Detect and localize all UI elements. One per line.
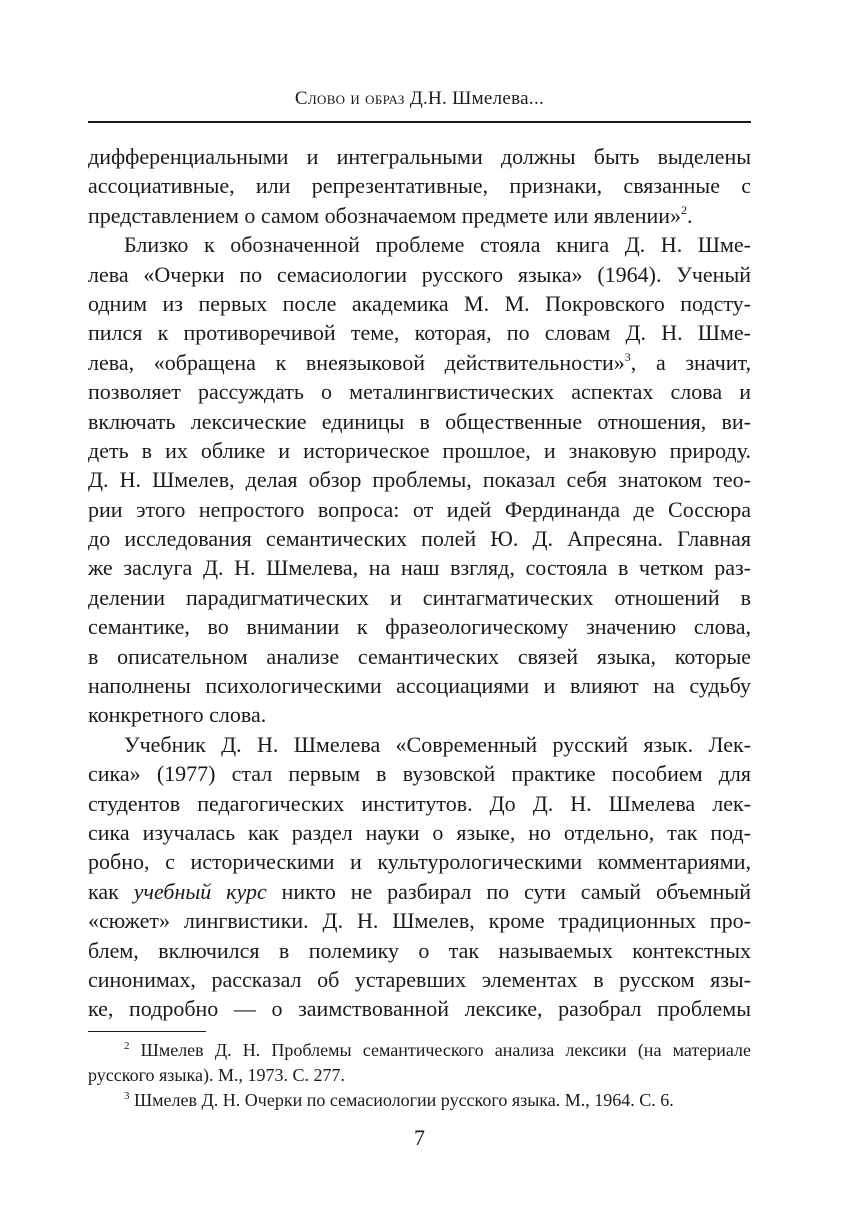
text-line (88, 994, 751, 1023)
line-text: наполнены психологическими ассоциациями и влияют на судьбу (88, 673, 751, 699)
footnotes (88, 1038, 751, 1113)
line-text: пился к противоречивой теме, которая, по словам Д. Н. Шме- (88, 320, 751, 346)
line-text: лева, «обращена к внеязыковой действительности» (88, 349, 625, 375)
text-line (88, 965, 751, 994)
text-line (88, 847, 751, 876)
text-line (88, 612, 751, 641)
text-line (88, 671, 751, 700)
footnote-reference: 3 (624, 349, 631, 364)
line-text: Учебник Д. Н. Шмелева «Современный русский язык. Лек- (124, 731, 751, 757)
footnote-rule (88, 1031, 206, 1032)
line-text-continued: . (687, 202, 693, 228)
line-text-continued: никто не разбирал по сути самый объемный (266, 878, 751, 904)
text-line (88, 700, 751, 729)
running-head-first: С (294, 88, 308, 109)
line-text: ке, подробно — о заимствованной лексике, разобрал проблемы (88, 996, 751, 1022)
line-text-continued: , а значит, (630, 349, 751, 375)
line-text: русского языка). М., 1973. С. 277. (88, 1065, 345, 1085)
footnote-reference: 2 (681, 202, 688, 217)
line-text: лева «Очерки по семасиологии русского языка» (1964). Ученый (88, 261, 751, 287)
text-line (88, 407, 751, 436)
text-line (88, 730, 751, 759)
text-line (88, 201, 751, 230)
line-text: Шмелев Д. Н. Очерки по семасиологии русского языка. М., 1964. С. 6. (129, 1090, 674, 1110)
line-text: «сюжет» лингвистики. Д. Н. Шмелев, кроме традиционных про- (88, 908, 751, 934)
text-line (88, 377, 751, 406)
text-line (88, 142, 751, 171)
line-text: сика изучалась как раздел науки о языке, но отдельно, так под- (88, 819, 751, 845)
text-line (88, 906, 751, 935)
line-text: в описательном анализе семантических связей языка, которые (88, 643, 751, 669)
line-text: семантике, во внимании к фразеологическому значению слова, (88, 614, 751, 640)
footnote-number: 3 (124, 1090, 130, 1102)
running-head-small-caps: лово и образ (307, 88, 405, 109)
text-line (88, 583, 751, 612)
line-text: представлением о самом обозначаемом предмете или явлении» (88, 202, 682, 228)
text-line (88, 260, 751, 289)
text-line (88, 524, 751, 553)
line-text: как (88, 878, 134, 904)
line-text: позволяет рассуждать о металингвистических аспектах слова и (88, 379, 751, 405)
text-line (88, 642, 751, 671)
line-text: конкретного слова. (88, 702, 267, 728)
line-text: одним из первых после академика М. М. Покровского подсту- (88, 290, 751, 316)
text-line (88, 553, 751, 582)
line-text: блем, включился в полемику о так называемых контекстных (88, 937, 751, 963)
text-line (88, 230, 751, 259)
text-line (88, 318, 751, 347)
text-line (88, 759, 751, 788)
footnote-number: 2 (124, 1040, 130, 1052)
line-text: сика» (1977) стал первым в вузовской практике пособием для (88, 761, 751, 787)
line-text: включать лексические единицы в общественные отношения, ви- (88, 408, 751, 434)
text-line (88, 436, 751, 465)
text-line (88, 936, 751, 965)
page-number: 7 (414, 1125, 425, 1150)
line-text: делении парадигматических и синтагматических отношений в (88, 584, 751, 610)
line-text: рии этого непростого вопроса: от идей Фердинанда де Соссюра (88, 496, 751, 522)
text-line (88, 495, 751, 524)
line-text: Близко к обозначенной проблеме стояла книга Д. Н. Шме- (124, 232, 751, 258)
text-line (88, 348, 751, 377)
line-text: ассоциативные, или репрезентативные, признаки, связанные с (88, 173, 751, 199)
text-line (88, 289, 751, 318)
header-rule (88, 121, 751, 123)
footnote-line (88, 1038, 751, 1063)
text-line (88, 818, 751, 847)
footnote-line (88, 1088, 751, 1113)
line-text: Д. Н. Шмелев, делая обзор проблемы, показал себя знатоком тео- (88, 467, 751, 493)
text-line (88, 877, 751, 906)
line-text: до исследования семантических полей Ю. Д. Апресяна. Главная (88, 526, 751, 552)
text-line (88, 171, 751, 200)
line-text: дифференциальными и интегральными должны быть выделены (88, 144, 751, 169)
line-text: деть в их облике и историческое прошлое, и знаковую природу. (88, 437, 751, 463)
line-text: синонимах, рассказал об устаревших элементах в русском язы- (88, 966, 751, 992)
line-text: студентов педагогических институтов. До Д. Н. Шмелева лек- (88, 790, 751, 816)
line-text: же заслуга Д. Н. Шмелева, на наш взгляд, состояла в четком раз- (88, 555, 751, 581)
line-text: Шмелев Д. Н. Проблемы семантического анализа лексики (на материале (129, 1040, 751, 1060)
text-line (88, 465, 751, 494)
line-text: робно, с историческими и культурологическими комментариями, (88, 849, 751, 875)
footnote-line (88, 1063, 751, 1088)
running-head (88, 84, 751, 114)
body-text (88, 142, 751, 1024)
running-head-rest: Д.Н. Шмелева... (404, 88, 545, 109)
italic-text: учебный курс (133, 878, 267, 904)
text-line (88, 789, 751, 818)
